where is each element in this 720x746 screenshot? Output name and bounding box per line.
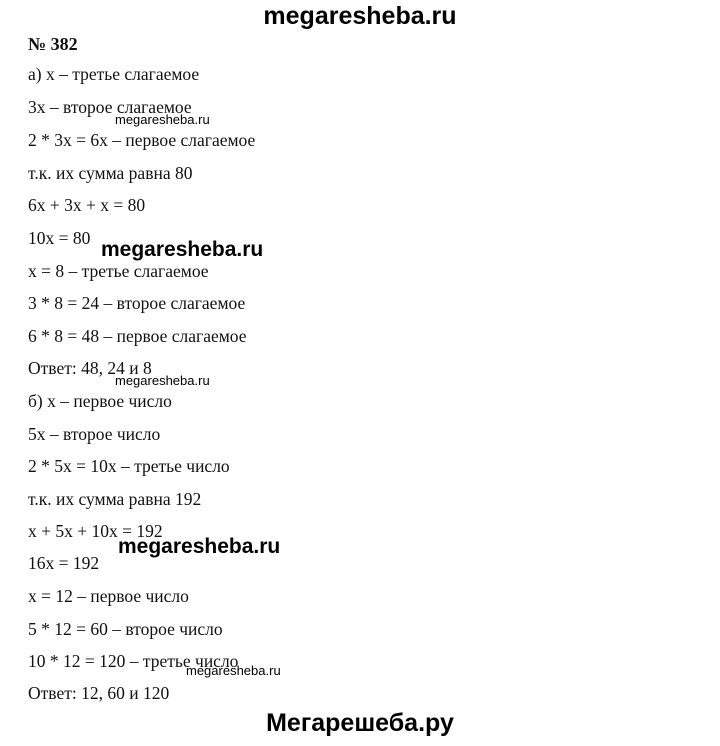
watermark: megaresheba.ru	[186, 663, 281, 678]
solution-line: б) x – первое число	[28, 391, 172, 411]
site-header-title: megaresheba.ru	[263, 2, 457, 30]
solution-line: 3x – второе слагаемое	[28, 97, 192, 117]
solution-line: 2 * 5x = 10x – третье число	[28, 456, 230, 476]
solution-line: 6x + 3x + x = 80	[28, 195, 146, 215]
solution-line: 10 * 12 = 120 – третье число	[28, 651, 239, 671]
solution-line: 2 * 3x = 6x – первое слагаемое	[28, 130, 256, 150]
answer-line: Ответ: 48, 24 и 8	[28, 358, 152, 378]
solution-line: 5x – второе число	[28, 424, 161, 444]
solution-line: x = 12 – первое число	[28, 586, 189, 606]
watermark: megaresheba.ru	[101, 238, 264, 261]
watermark: megaresheba.ru	[118, 535, 281, 558]
solution-line: т.к. их сумма равна 192	[28, 489, 202, 509]
solution-line: т.к. их сумма равна 80	[28, 163, 193, 183]
watermark: megaresheba.ru	[115, 112, 210, 127]
solution-line: x = 8 – третье слагаемое	[28, 261, 209, 281]
solution-line: x + 5x + 10x = 192	[28, 521, 163, 541]
solution-line: 5 * 12 = 60 – второе число	[28, 619, 223, 639]
solution-line: 6 * 8 = 48 – первое слагаемое	[28, 326, 247, 346]
solution-line: 16x = 192	[28, 553, 100, 573]
solution-line: а) x – третье слагаемое	[28, 64, 200, 84]
solution-line: 10x = 80	[28, 228, 91, 248]
site-footer-title: Мегарешеба.ру	[266, 709, 454, 737]
answer-line: Ответ: 12, 60 и 120	[28, 683, 170, 703]
watermark: megaresheba.ru	[115, 373, 210, 388]
solution-line: 3 * 8 = 24 – второе слагаемое	[28, 293, 246, 313]
problem-number: № 382	[28, 34, 78, 54]
